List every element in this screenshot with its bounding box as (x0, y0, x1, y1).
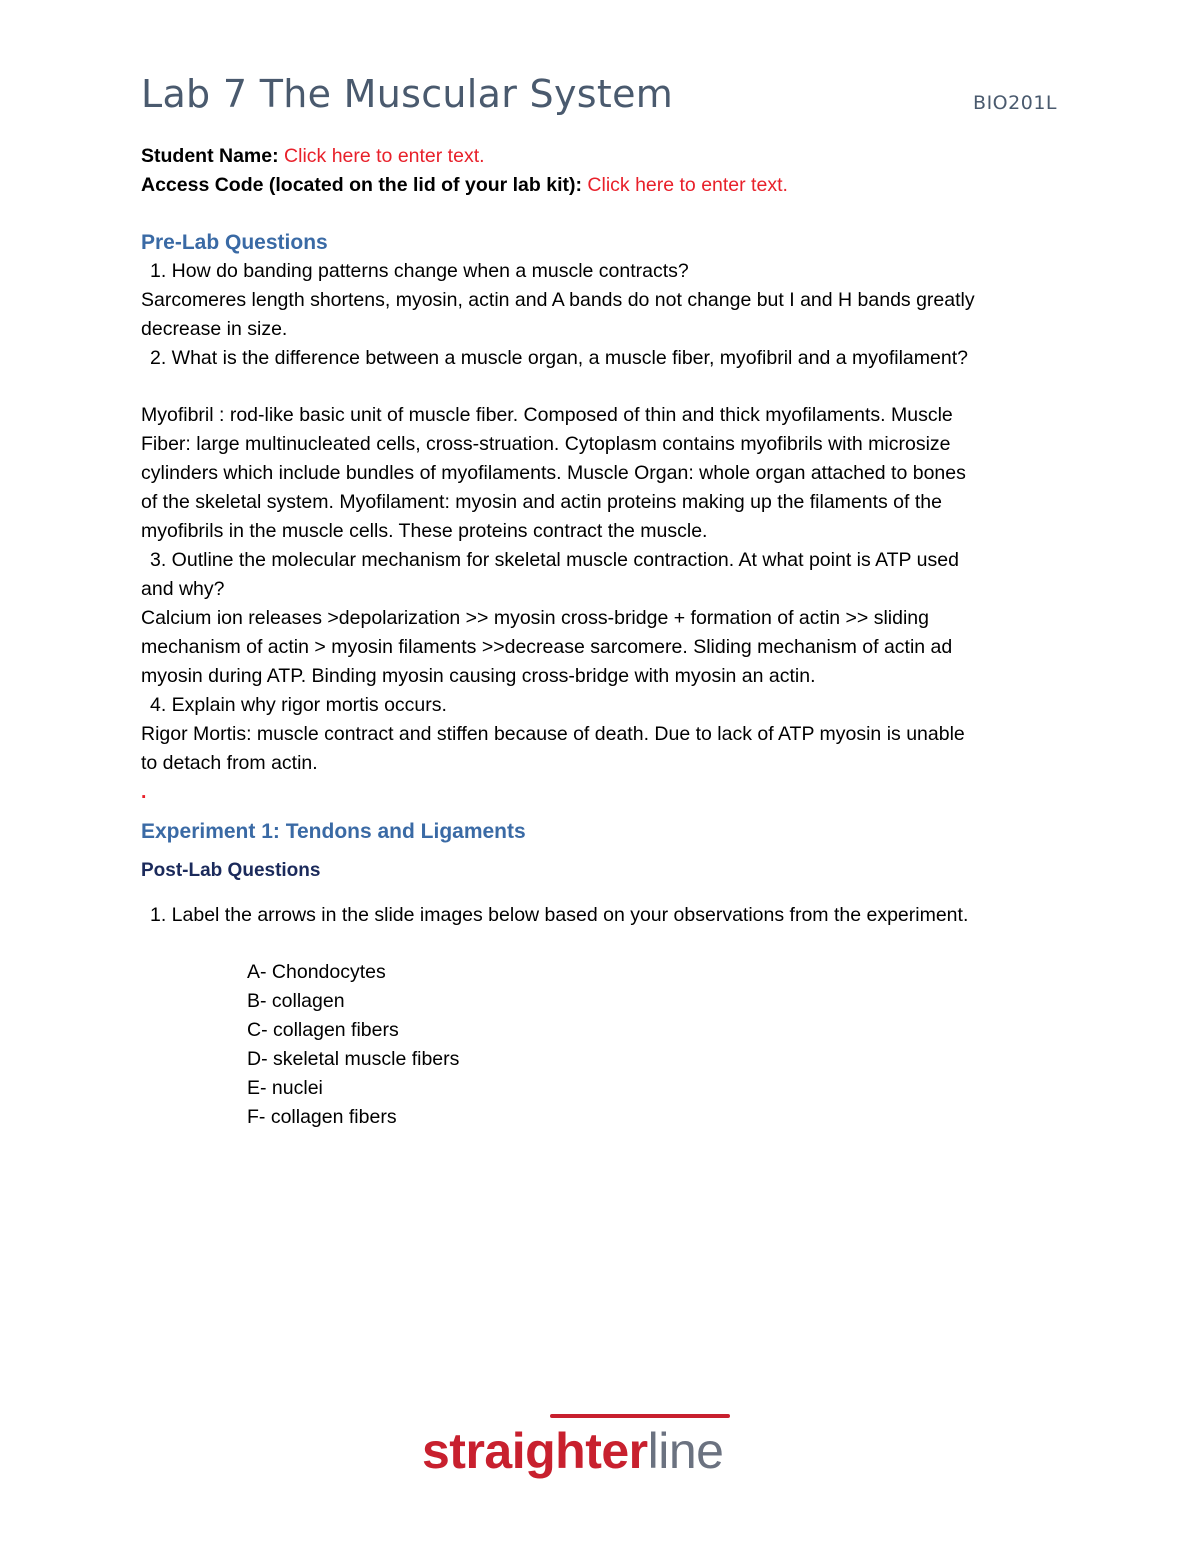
course-code: BIO201L (973, 92, 1057, 114)
student-name-field[interactable]: Click here to enter text. (284, 145, 485, 167)
experiment-1-heading: Experiment 1: Tendons and Ligaments (141, 820, 526, 843)
logo-accent-bar (550, 1414, 730, 1418)
prelab-answer-2-line-5: myofibrils in the muscle cells. These proteins contract the muscle. (141, 520, 708, 542)
postlab-question-1: 1. Label the arrows in the slide images below based on your observations from the experiment. (150, 904, 969, 926)
prelab-answer-1-line-1: Sarcomeres length shortens, myosin, actin and A bands do not change but I and H bands greatly (141, 289, 975, 311)
access-code-field[interactable]: Click here to enter text. (587, 174, 788, 196)
prelab-question-3-line-2: and why? (141, 578, 225, 600)
postlab-heading: Post-Lab Questions (141, 860, 321, 881)
student-name-row (141, 142, 1061, 171)
prelab-answer-2-line-4: of the skeletal system. Myofilament: myosin and actin proteins making up the filaments of the (141, 491, 942, 513)
prelab-question-3-line-1: 3. Outline the molecular mechanism for skeletal muscle contraction. At what point is ATP used (150, 549, 959, 571)
student-name-label: Student Name: (141, 145, 279, 167)
prelab-answer-4-line-1: Rigor Mortis: muscle contract and stiffen because of death. Due to lack of ATP myosin is unable (141, 723, 965, 745)
prelab-question-2: 2. What is the difference between a muscle organ, a muscle fiber, myofibril and a myofilament? (150, 347, 968, 369)
prelab-answer-2-line-2: Fiber: large multinucleated cells, cross-struation. Cytoplasm contains myofibrils with microsize (141, 433, 951, 455)
prelab-answer-1-line-2: decrease in size. (141, 318, 288, 340)
logo-wordmark (422, 1422, 723, 1480)
prelab-answer-3-line-1: Calcium ion releases >depolarization >> myosin cross-bridge + formation of actin >> sliding (141, 607, 929, 629)
prelab-answer-2-line-3: cylinders which include bundles of myofilaments. Muscle Organ: whole organ attached to bones (141, 462, 966, 484)
prelab-heading: Pre-Lab Questions (141, 231, 328, 254)
access-code-label: Access Code (located on the lid of your lab kit): (141, 174, 582, 196)
access-code-row (141, 171, 1061, 200)
prelab-answer-3-line-2: mechanism of actin > myosin filaments >>decrease sarcomere. Sliding mechanism of actin ad (141, 636, 953, 658)
list-item: B- collagen (247, 990, 345, 1012)
list-item: A- Chondocytes (247, 961, 386, 983)
document-body (141, 142, 1061, 1132)
prelab-answer-4-line-2: to detach from actin. (141, 752, 318, 774)
label-list (141, 958, 1061, 1132)
list-item: F- collagen fibers (247, 1106, 397, 1128)
logo-text-line: line (647, 1423, 724, 1479)
prelab-question-1: 1. How do banding patterns change when a muscle contracts? (150, 260, 689, 282)
prelab-question-4: 4. Explain why rigor mortis occurs. (150, 694, 447, 716)
document-title: Lab 7 The Muscular System (141, 72, 674, 116)
list-item: C- collagen fibers (247, 1019, 399, 1041)
logo-text-straighter: straighter (422, 1423, 648, 1479)
straighterline-logo (422, 1414, 782, 1484)
prelab-answer-3-line-3: myosin during ATP. Binding myosin causing cross-bridge with myosin an actin. (141, 665, 816, 687)
list-item: E- nuclei (247, 1077, 323, 1099)
red-dot-marker: . (141, 781, 147, 803)
list-item: D- skeletal muscle fibers (247, 1048, 460, 1070)
prelab-answer-2-line-1: Myofibril : rod-like basic unit of muscle fiber. Composed of thin and thick myofilaments. Muscle (141, 404, 953, 426)
title-row (141, 72, 1061, 122)
